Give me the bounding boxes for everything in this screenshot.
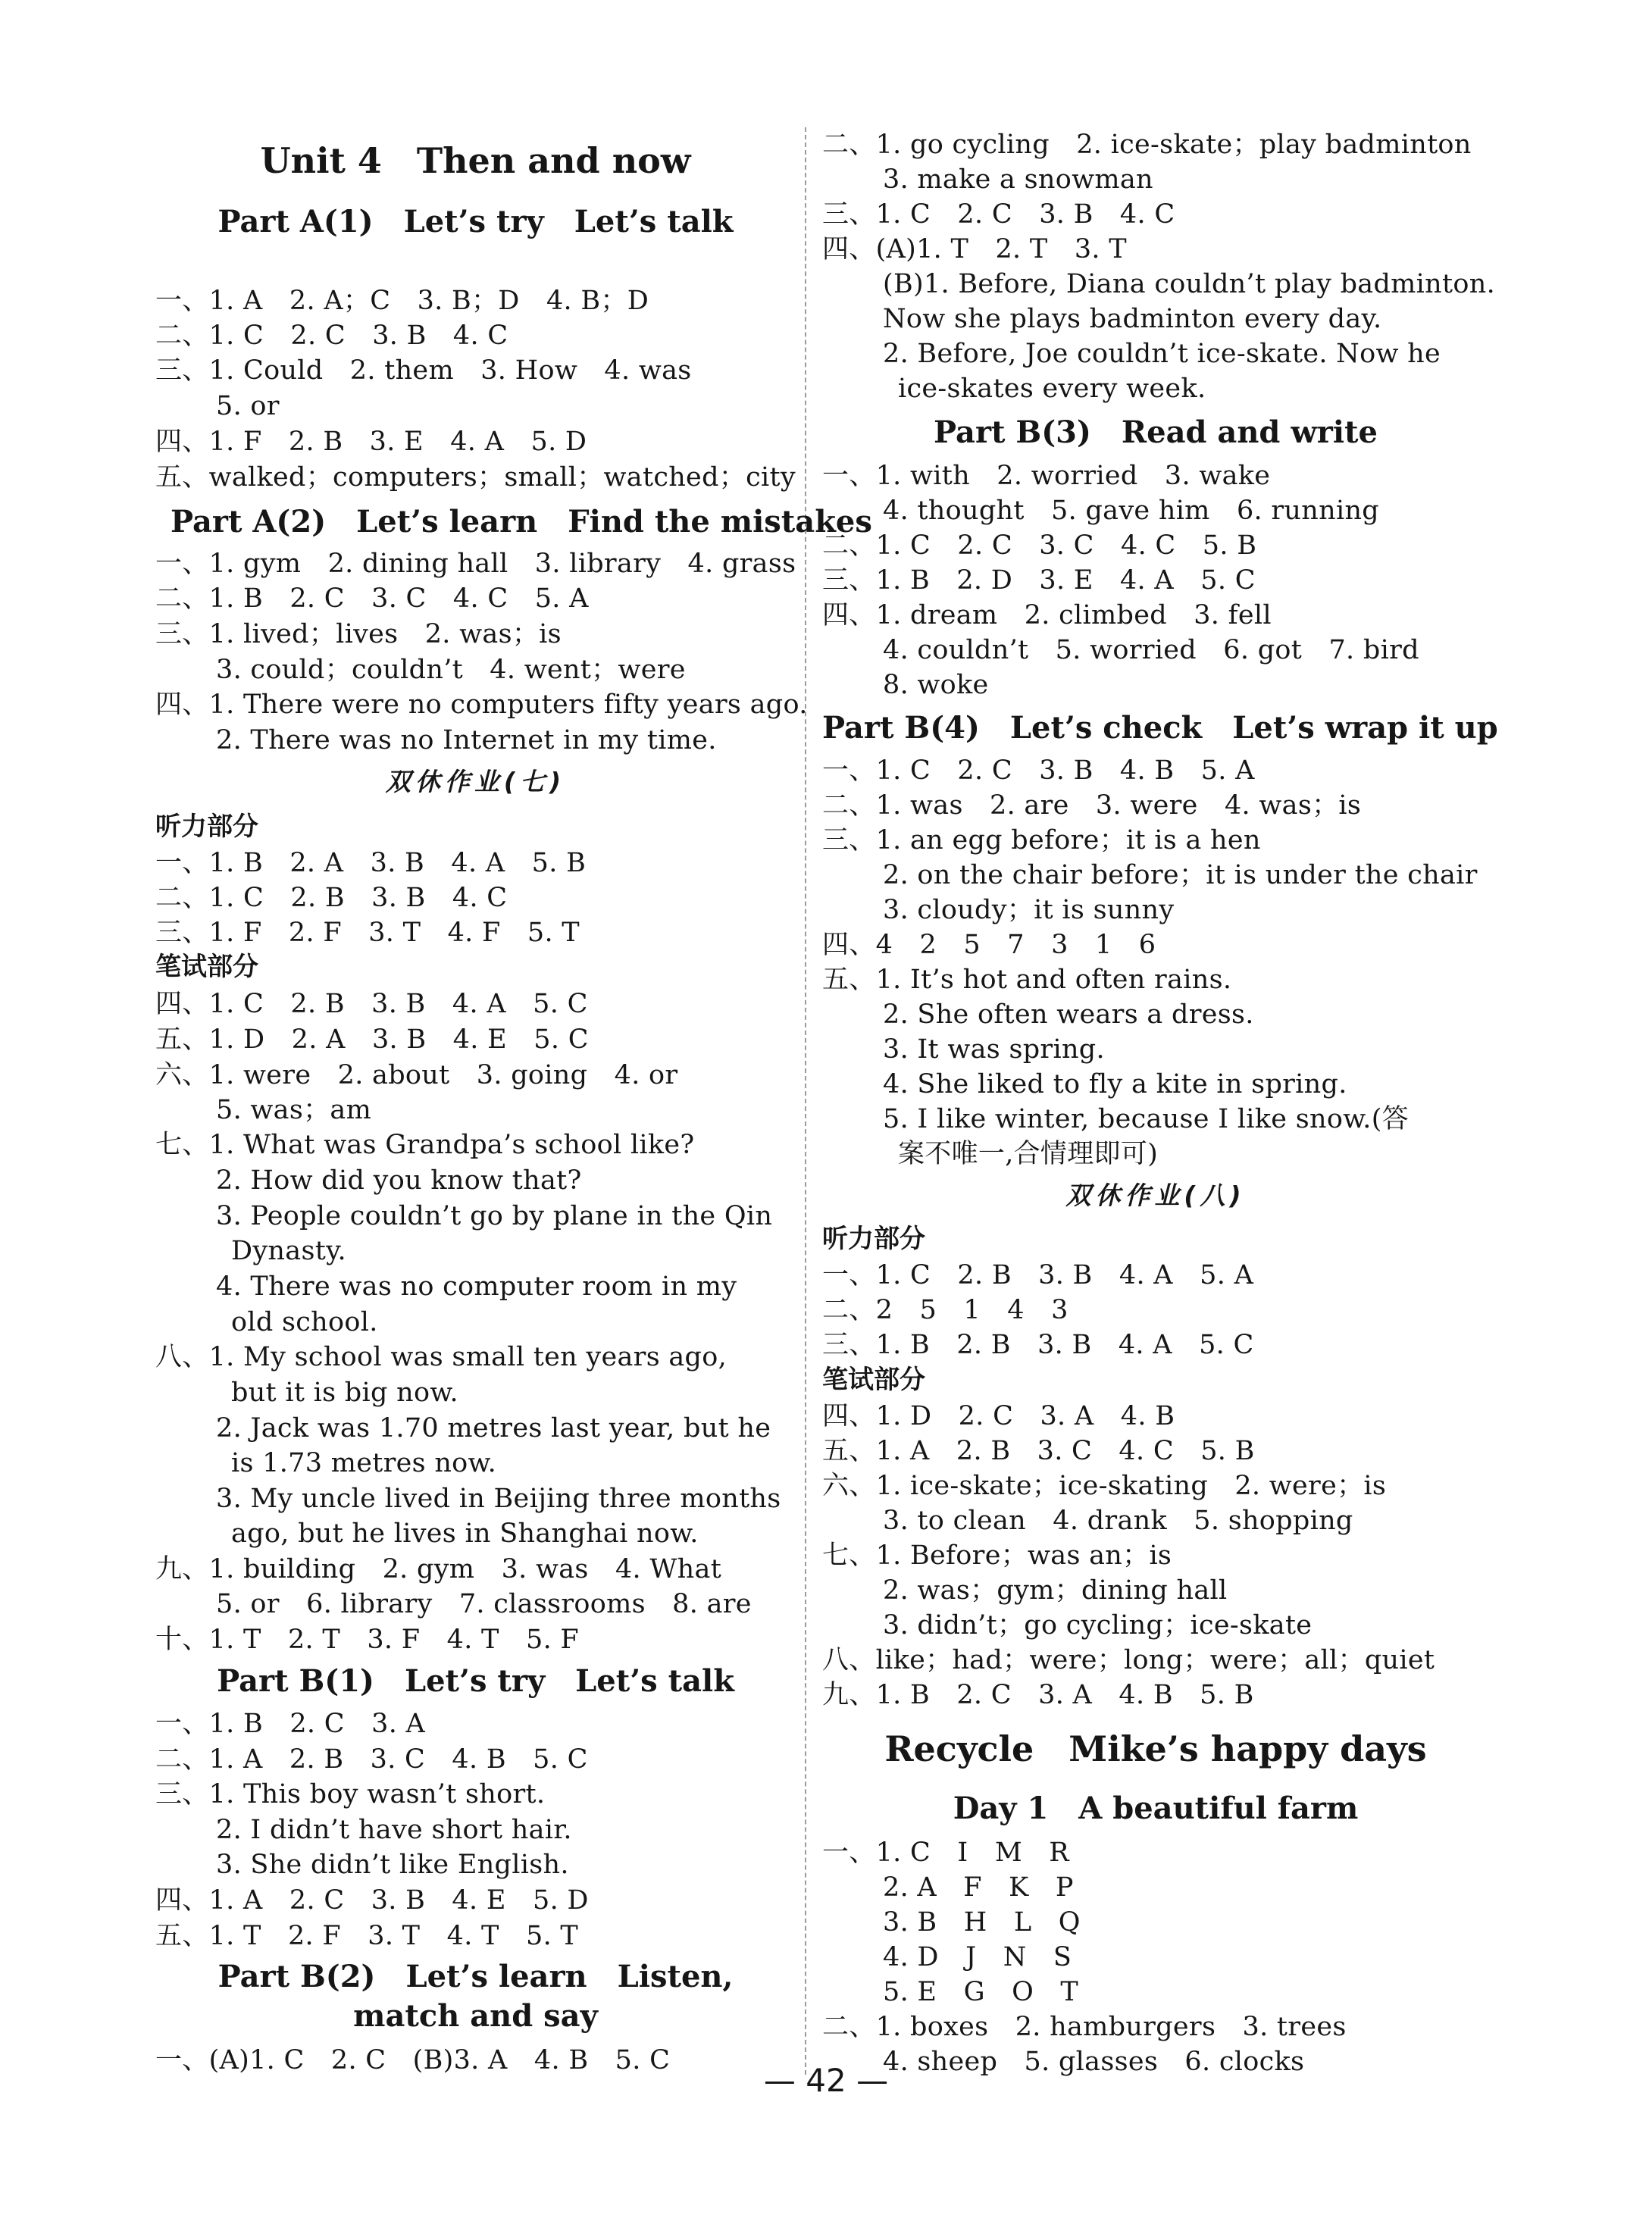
answer-line: 3. to clean 4. drank 5. shopping	[883, 1506, 1353, 1536]
answer-line: 二、1. B 2. C 3. C 4. C 5. A	[155, 583, 589, 614]
answer-line: 二、1. C 2. C 3. B 4. C	[155, 321, 508, 351]
answer-line: 三、1. lived；lives 2. was；is	[155, 619, 562, 649]
answer-line: ago, but he lives in Shanghai now.	[231, 1519, 699, 1549]
answer-line: 2. A F K P	[883, 1872, 1074, 1903]
answer-line: 5. was；am	[216, 1095, 372, 1125]
answer-line: 2. Before, Joe couldn’t ice-skate. Now he	[883, 339, 1441, 369]
answer-line: 5. or 6. library 7. classrooms 8. are	[216, 1589, 752, 1619]
answer-line: 七、1. Before；was an；is	[822, 1540, 1172, 1571]
answer-line: is 1.73 metres now.	[231, 1448, 497, 1478]
answer-line: 一、1. B 2. C 3. A	[155, 1709, 426, 1739]
answer-line: 八、like；had；were；long；were；all；quiet	[822, 1645, 1435, 1675]
answer-line: 九、1. B 2. C 3. A 4. B 5. B	[822, 1680, 1254, 1710]
answer-line: 二、1. C 2. C 3. C 4. C 5. B	[822, 530, 1257, 561]
answer-line: 3. didn’t；go cycling；ice-skate	[883, 1610, 1313, 1641]
listening-section-label: 听力部分	[155, 812, 258, 842]
answer-line: 三、1. This boy wasn’t short.	[155, 1779, 546, 1809]
answer-line: 5. I like winter, because I like snow.(答	[883, 1104, 1409, 1134]
unit-title: Unit 4 Then and now	[260, 140, 691, 181]
answer-line: (B)1. Before, Diana couldn’t play badminton.	[883, 269, 1495, 299]
answer-line: 四、(A)1. T 2. T 3. T	[822, 234, 1127, 264]
part-b3-heading: Part B(3) Read and write	[934, 414, 1378, 450]
answer-line: 3. She didn’t like English.	[216, 1850, 569, 1880]
answer-line: 3. People couldn’t go by plane in the Qin	[216, 1201, 773, 1231]
answer-line: 四、1. D 2. C 3. A 4. B	[822, 1401, 1175, 1431]
answer-line: 四、1. dream 2. climbed 3. fell	[822, 600, 1272, 630]
homework-7-heading: 双休作业(七)	[385, 767, 566, 796]
answer-line: 六、1. were 2. about 3. going 4. or	[155, 1060, 678, 1090]
answer-line: 2. Jack was 1.70 metres last year, but he	[216, 1413, 771, 1443]
part-a1-heading: Part A(1) Let’s try Let’s talk	[217, 204, 734, 239]
answer-line: 3. B H L Q	[883, 1907, 1081, 1938]
part-b2-heading: Part B(2) Let’s learn Listen,	[217, 1959, 734, 1994]
answer-line: 2. There was no Internet in my time.	[216, 725, 717, 755]
part-a2-heading: Part A(2) Let’s learn Find the mistakes	[171, 504, 872, 540]
listening-section-label: 听力部分	[822, 1224, 925, 1254]
answer-line: 三、1. Could 2. them 3. How 4. was	[155, 355, 692, 386]
answer-line: 4. couldn’t 5. worried 6. got 7. bird	[883, 635, 1419, 665]
answer-line: 八、1. My school was small ten years ago,	[155, 1342, 727, 1372]
page-number: — 42 —	[763, 2062, 889, 2099]
answer-line: 2. was；gym；dining hall	[883, 1575, 1228, 1606]
column-divider	[805, 127, 806, 2075]
answer-line: 五、walked；computers；small；watched；city	[155, 462, 796, 493]
answer-line: 3. My uncle lived in Beijing three months	[216, 1484, 781, 1514]
recycle-title: Recycle Mike’s happy days	[884, 1728, 1427, 1769]
answer-line: 4. thought 5. gave him 6. running	[883, 496, 1379, 526]
answer-line: 2. I didn’t have short hair.	[216, 1815, 572, 1845]
answer-line: 案不唯一,合情理即可)	[898, 1139, 1159, 1169]
answer-line: Dynasty.	[231, 1236, 346, 1266]
answer-line: 三、1. B 2. B 3. B 4. A 5. C	[822, 1330, 1254, 1360]
answer-line: 三、1. C 2. C 3. B 4. C	[822, 199, 1175, 230]
answer-line: 二、1. C 2. B 3. B 4. C	[155, 883, 508, 913]
answer-line: 五、1. It’s hot and often rains.	[822, 965, 1232, 995]
homework-8-heading: 双休作业(八)	[1065, 1181, 1246, 1210]
answer-line: 五、1. T 2. F 3. T 4. T 5. T	[155, 1921, 579, 1951]
answer-line: 四、1. A 2. C 3. B 4. E 5. D	[155, 1885, 589, 1916]
answer-line: 2. She often wears a dress.	[883, 999, 1254, 1030]
answer-line: ice-skates every week.	[898, 374, 1206, 404]
answer-line: 四、4 2 5 7 3 1 6	[822, 930, 1156, 960]
answer-line: 三、1. B 2. D 3. E 4. A 5. C	[822, 565, 1256, 596]
answer-line: 五、1. D 2. A 3. B 4. E 5. C	[155, 1024, 589, 1055]
answer-line: 3. make a snowman	[883, 164, 1153, 195]
answer-line: 一、1. C I M R	[822, 1838, 1069, 1868]
part-b2-heading-cont: match and say	[353, 1998, 598, 2034]
answer-line: 二、1. go cycling 2. ice-skate；play badminton	[822, 130, 1472, 160]
answer-line: 一、1. A 2. A；C 3. B；D 4. B；D	[155, 286, 649, 316]
answer-line: Now she plays badminton every day.	[883, 304, 1382, 334]
answer-line: 二、1. boxes 2. hamburgers 3. trees	[822, 2012, 1347, 2042]
part-b4-heading: Part B(4) Let’s check Let’s wrap it up	[822, 710, 1498, 746]
answer-line: 一、1. gym 2. dining hall 3. library 4. grass	[155, 549, 796, 579]
answer-line: 四、1. There were no computers fifty years ago.	[155, 690, 808, 720]
answer-line: 十、1. T 2. T 3. F 4. T 5. F	[155, 1625, 579, 1655]
answer-line: 3. could；couldn’t 4. went；were	[216, 655, 686, 685]
answer-line: 一、1. C 2. C 3. B 4. B 5. A	[822, 755, 1255, 786]
answer-line: 4. D J N S	[883, 1942, 1072, 1972]
answer-line: 4. sheep 5. glasses 6. clocks	[883, 2047, 1305, 2077]
answer-line: 8. woke	[883, 670, 989, 700]
answer-line: 五、1. A 2. B 3. C 4. C 5. B	[822, 1436, 1255, 1466]
answer-line: 四、1. C 2. B 3. B 4. A 5. C	[155, 989, 588, 1019]
answer-line: 3. cloudy；it is sunny	[883, 895, 1175, 925]
answer-line: 二、2 5 1 4 3	[822, 1295, 1068, 1325]
answer-line: 二、1. A 2. B 3. C 4. B 5. C	[155, 1744, 588, 1775]
answer-line: 2. on the chair before；it is under the chair	[883, 860, 1478, 890]
answer-line: 5. or	[216, 391, 280, 421]
answer-line: but it is big now.	[231, 1378, 458, 1408]
answer-line: 4. She liked to fly a kite in spring.	[883, 1069, 1347, 1099]
answer-line: 4. There was no computer room in my	[216, 1271, 737, 1302]
answer-line: 三、1. an egg before；it is a hen	[822, 825, 1261, 855]
answer-line: 5. E G O T	[883, 1977, 1079, 2007]
writing-section-label: 笔试部分	[822, 1365, 925, 1395]
answer-line: 三、1. F 2. F 3. T 4. F 5. T	[155, 918, 580, 948]
answer-line: 2. How did you know that?	[216, 1165, 582, 1196]
answer-line: 七、1. What was Grandpa’s school like?	[155, 1130, 695, 1160]
part-b1-heading: Part B(1) Let’s try Let’s talk	[217, 1663, 734, 1699]
answer-line: 六、1. ice-skate；ice-skating 2. were；is	[822, 1471, 1387, 1501]
answer-line: 四、1. F 2. B 3. E 4. A 5. D	[155, 427, 587, 457]
answer-line: 一、1. B 2. A 3. B 4. A 5. B	[155, 848, 587, 878]
answer-line: 一、1. C 2. B 3. B 4. A 5. A	[822, 1260, 1254, 1290]
answer-line: 九、1. building 2. gym 3. was 4. What	[155, 1554, 722, 1584]
answer-line: 3. It was spring.	[883, 1034, 1105, 1065]
writing-section-label: 笔试部分	[155, 952, 258, 982]
answer-line: 一、(A)1. C 2. C (B)3. A 4. B 5. C	[155, 2045, 671, 2075]
day1-heading: Day 1 A beautiful farm	[953, 1791, 1359, 1826]
answer-line: 一、1. with 2. worried 3. wake	[822, 461, 1271, 491]
answer-line: old school.	[231, 1307, 378, 1337]
answer-line: 二、1. was 2. are 3. were 4. was；is	[822, 790, 1362, 821]
